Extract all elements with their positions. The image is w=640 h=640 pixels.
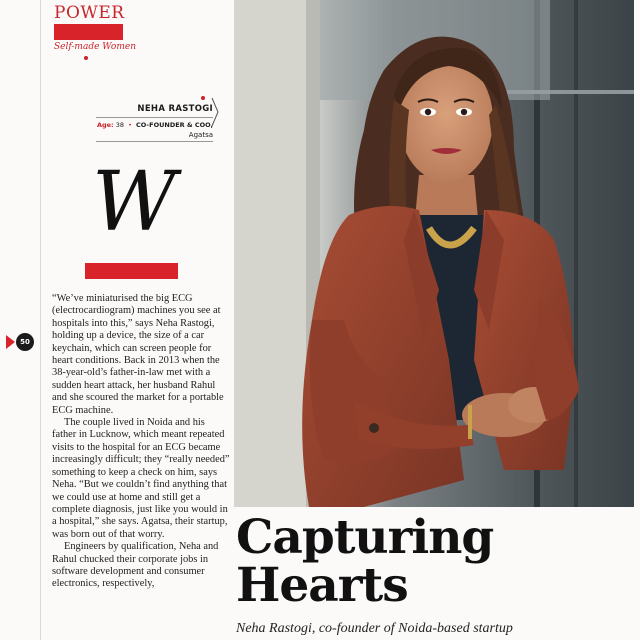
headline — [236, 510, 636, 613]
profile-dot — [201, 96, 205, 100]
section-subtitle: Self-made Women — [54, 42, 136, 52]
section-title: POWER — [54, 3, 125, 23]
section-dot — [84, 56, 88, 60]
page-number: 50 — [16, 333, 34, 351]
age-value: 38 — [115, 121, 125, 129]
headline-line-1: Capturing — [236, 510, 494, 565]
profile-role: CO-FOUNDER & COO, — [136, 121, 213, 129]
profile-separator: • — [128, 121, 132, 129]
drop-cap: W — [92, 155, 177, 250]
page-number-badge — [6, 333, 36, 351]
portrait-illustration — [234, 0, 634, 507]
section-red-bar — [54, 24, 123, 40]
section-brand — [54, 3, 136, 52]
article-paragraph: The couple lived in Noida and his father in Lucknow, which meant repeated visits to the hospital for an ECG became increasingly difficult; they “really needed” something to keep a check on him, says Neha. “But we couldn’t find anything that we could use at home and still get a complete diagnosis, just like you would in a hospital,” she says. Agatsa, their startup, was born out of that worry. — [52, 417, 230, 540]
portrait-photo — [234, 0, 634, 507]
column-divider — [40, 0, 41, 640]
article-paragraph: “We’ve miniaturised the big ECG (electrocardiogram) machines you see at hospitals into this,” says Neha Rastogi, holding up a device, the size of a car keychain, which can screen people for heart conditions. Back in 2013 when the 38-year-old’s father-in-law met with a sudden heart attack, her husband Rahul and she scoured the market for a portable ECG machine. — [52, 293, 224, 416]
drop-cap-red-bar — [85, 263, 178, 279]
article-deck: Neha Rastogi, co-founder of Noida-based startup — [236, 621, 513, 636]
profile-company: Agatsa — [96, 131, 213, 142]
age-label: Age: — [96, 121, 114, 129]
profile-bracket-icon — [210, 96, 220, 142]
profile-age-role — [96, 121, 213, 129]
left-column — [0, 0, 234, 640]
headline-line-2: Hearts — [236, 558, 408, 613]
page-marker-triangle-icon — [6, 335, 15, 349]
profile-box — [96, 96, 213, 142]
article-body — [52, 293, 230, 591]
profile-name: NEHA RASTOGI — [96, 104, 213, 118]
article-paragraph: Engineers by qualification, Neha and Rahul chucked their corporate jobs in software development and consumer electronics, respectively, — [52, 541, 219, 590]
